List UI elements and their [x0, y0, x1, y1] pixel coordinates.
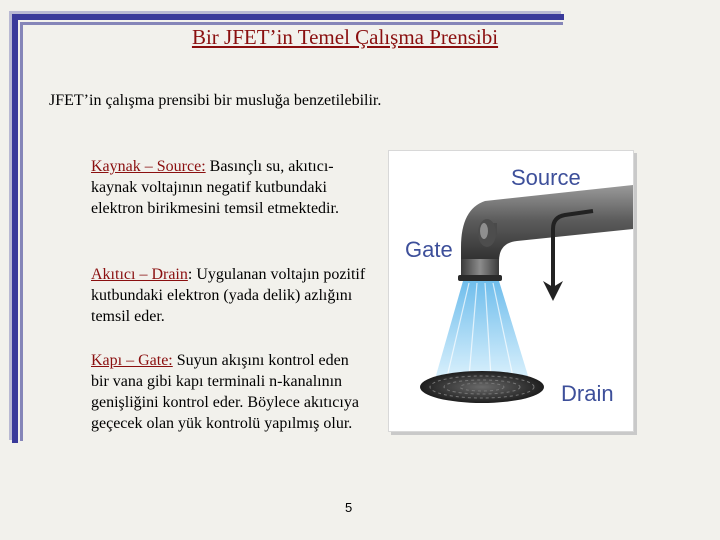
gate-description: Suyun akışını kontrol eden bir vana gibi kapı terminali n-kanalının genişliğini kontrol eder. Böylece akıtıcıya geçecek olan yük kontrolü yapılmış olur.	[91, 352, 359, 432]
gate-paragraph	[91, 350, 366, 434]
gate-term: Kapı – Gate:	[91, 352, 173, 369]
page-number: 5	[345, 500, 353, 515]
drain-term: Akıtıcı – Drain	[91, 266, 188, 283]
source-paragraph	[91, 156, 366, 219]
spout-rim	[458, 275, 502, 281]
faucet-figure	[388, 150, 634, 432]
gate-label: Gate	[405, 237, 453, 262]
slide-title: Bir JFET’in Temel Çalışma Prensibi	[191, 25, 499, 49]
water-stream	[435, 281, 529, 379]
faucet-illustration	[389, 151, 633, 431]
source-description: Basınçlı su, akıtıcı-kaynak voltajının negatif kutbundaki elektron birikmesini temsil etmektedir.	[91, 158, 339, 217]
intro-text: JFET’in çalışma prensibi bir musluğa benzetilebilir.	[49, 92, 382, 109]
source-label: Source	[511, 165, 581, 190]
drain-description: : Uygulanan voltajın pozitif kutbundaki elektron (yada delik) azlığını temsil eder.	[91, 266, 366, 325]
source-term: Kaynak – Source:	[91, 158, 206, 175]
drain-paragraph	[91, 264, 366, 327]
drain-label: Drain	[561, 381, 614, 406]
